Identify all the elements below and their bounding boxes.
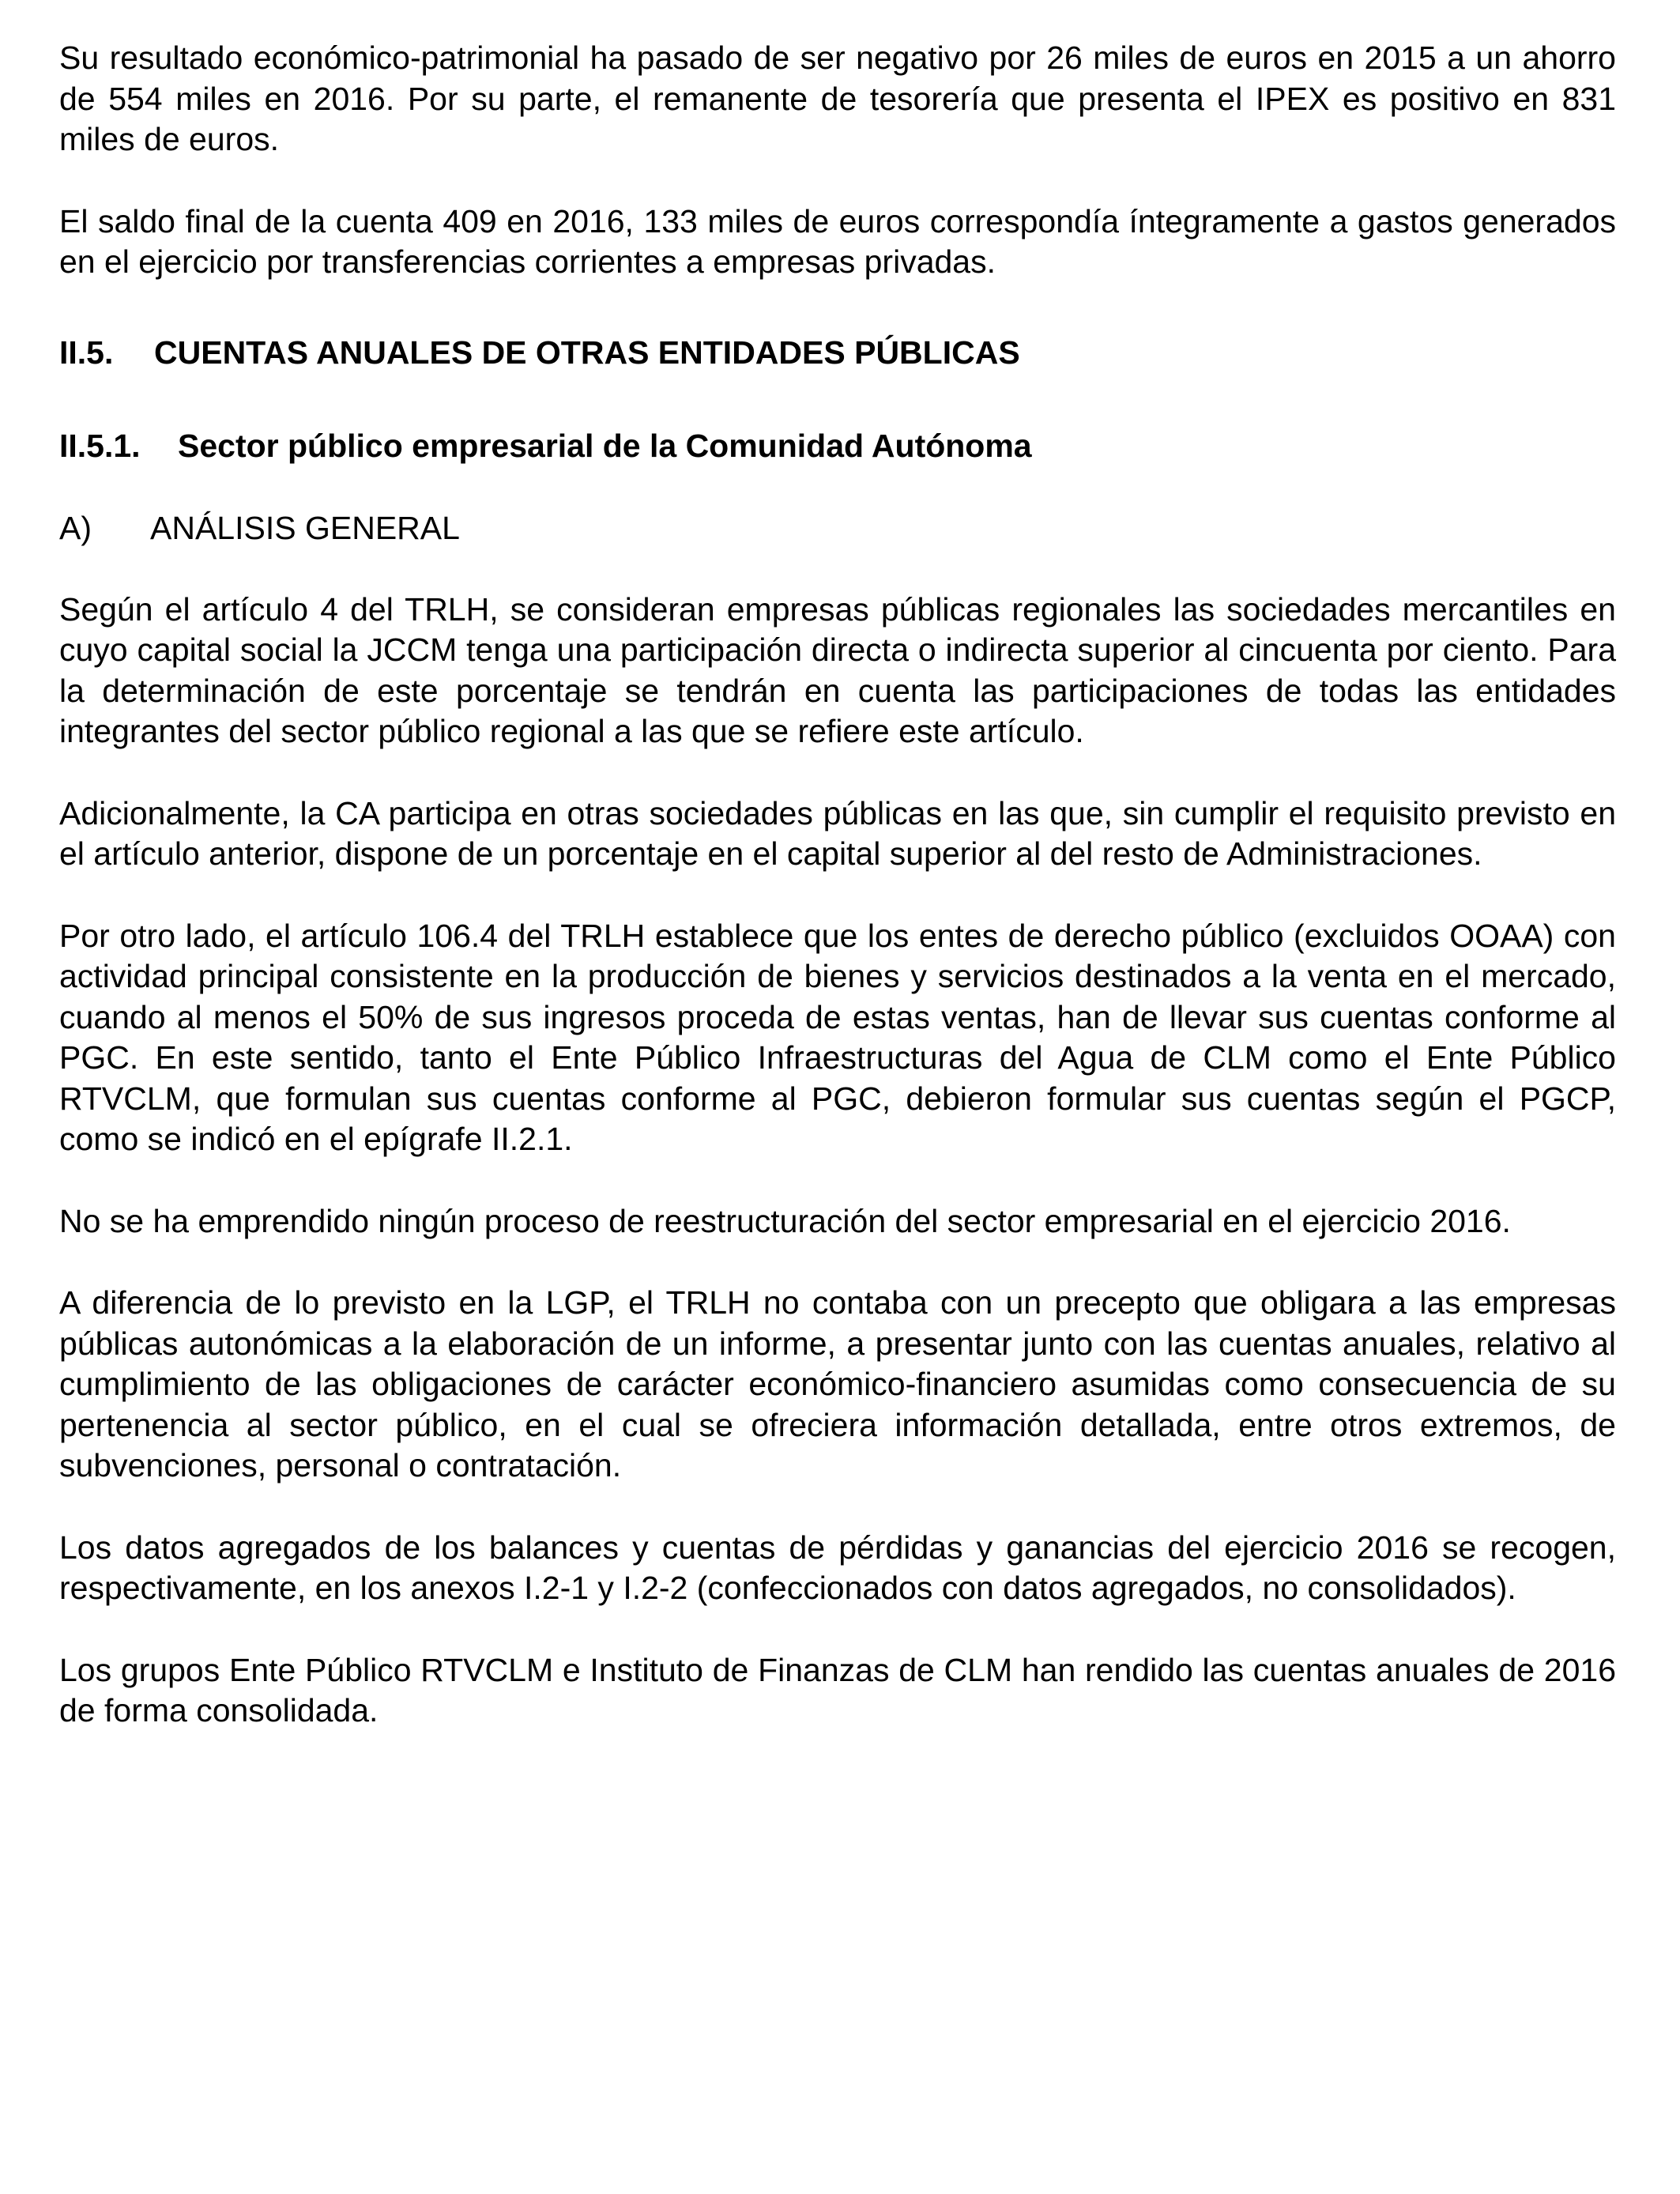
paragraph-article-4: Según el artículo 4 del TRLH, se consideran empresas públicas regionales las sociedades mercantiles en cuyo capital social la JCCM tenga una participación directa o indirecta superior al cincuenta por ciento. Para la determinación de este porcentaje se tendrán en cuenta las participaciones de todas las entidades integrantes del sector público regional a las que se refiere este artículo. [59,590,1616,749]
subheading [59,507,1616,548]
paragraph-additionally: Adicionalmente, la CA participa en otras sociedades públicas en las que, sin cumplir el requisito previsto en el artículo anterior, dispone de un porcentaje en el capital superior al del resto de Administraciones. [59,794,1616,872]
subheading-title: ANÁLISIS GENERAL [150,509,460,546]
subsection-heading [59,425,1616,466]
paragraph-groups: Los grupos Ente Público RTVCLM e Instituto de Finanzas de CLM han rendido las cuentas anuales de 2016 de forma consolidada. [59,1651,1616,1728]
section-title: CUENTAS ANUALES DE OTRAS ENTIDADES PÚBLICAS [154,334,1020,371]
paragraph-lgp: A diferencia de lo previsto en la LGP, el TRLH no contaba con un precepto que obligara a las empresas públicas autonómicas a la elaboración de un informe, a presentar junto con las cuentas anuales, relativo al cumplimiento de las obligaciones de carácter económico-financiero asumidas como consecuencia de su pertenencia al sector público, en el cual se ofreciera información detallada, entre otros extremos, de subvenciones, personal o contratación. [59,1284,1616,1483]
subsection-number: II.5.1. [59,427,141,464]
section-number: II.5. [59,334,114,371]
paragraph-aggregated-data: Los datos agregados de los balances y cuentas de pérdidas y ganancias del ejercicio 2016 se recogen, respectivamente, en los anexos I.2-1 y I.2-2 (confeccionados con datos agregados, no consolidados). [59,1529,1616,1606]
paragraph-result: Su resultado económico-patrimonial ha pasado de ser negativo por 26 miles de euros en 2015 a un ahorro de 554 miles en 2016. Por su parte, el remanente de tesorería que presenta el IPEX es positivo en 831 miles de euros. [59,40,1616,157]
subheading-number: A) [59,509,92,546]
paragraph-account-409: El saldo final de la cuenta 409 en 2016, 133 miles de euros correspondía íntegramente a gastos generados en el ejercicio por transferencias corrientes a empresas privadas. [59,202,1616,280]
subsection-title: Sector público empresarial de la Comunidad Autónoma [178,427,1032,464]
document-page [59,38,1616,1732]
paragraph-article-106: Por otro lado, el artículo 106.4 del TRLH establece que los entes de derecho público (excluidos OOAA) con actividad principal consistente en la producción de bienes y servicios destinados a la venta en el mercado, cuando al menos el 50% de sus ingresos proceda de estas ventas, han de llevar sus cuentas conforme al PGC. En este sentido, tanto el Ente Público Infraestructuras del Agua de CLM como el Ente Público RTVCLM, que formulan sus cuentas conforme al PGC, debieron formular sus cuentas según el PGCP, como se indicó en el epígrafe II.2.1. [59,917,1616,1157]
paragraph-restructuring: No se ha emprendido ningún proceso de reestructuración del sector empresarial en el ejercicio 2016. [59,1202,1511,1239]
section-heading [59,332,1616,373]
